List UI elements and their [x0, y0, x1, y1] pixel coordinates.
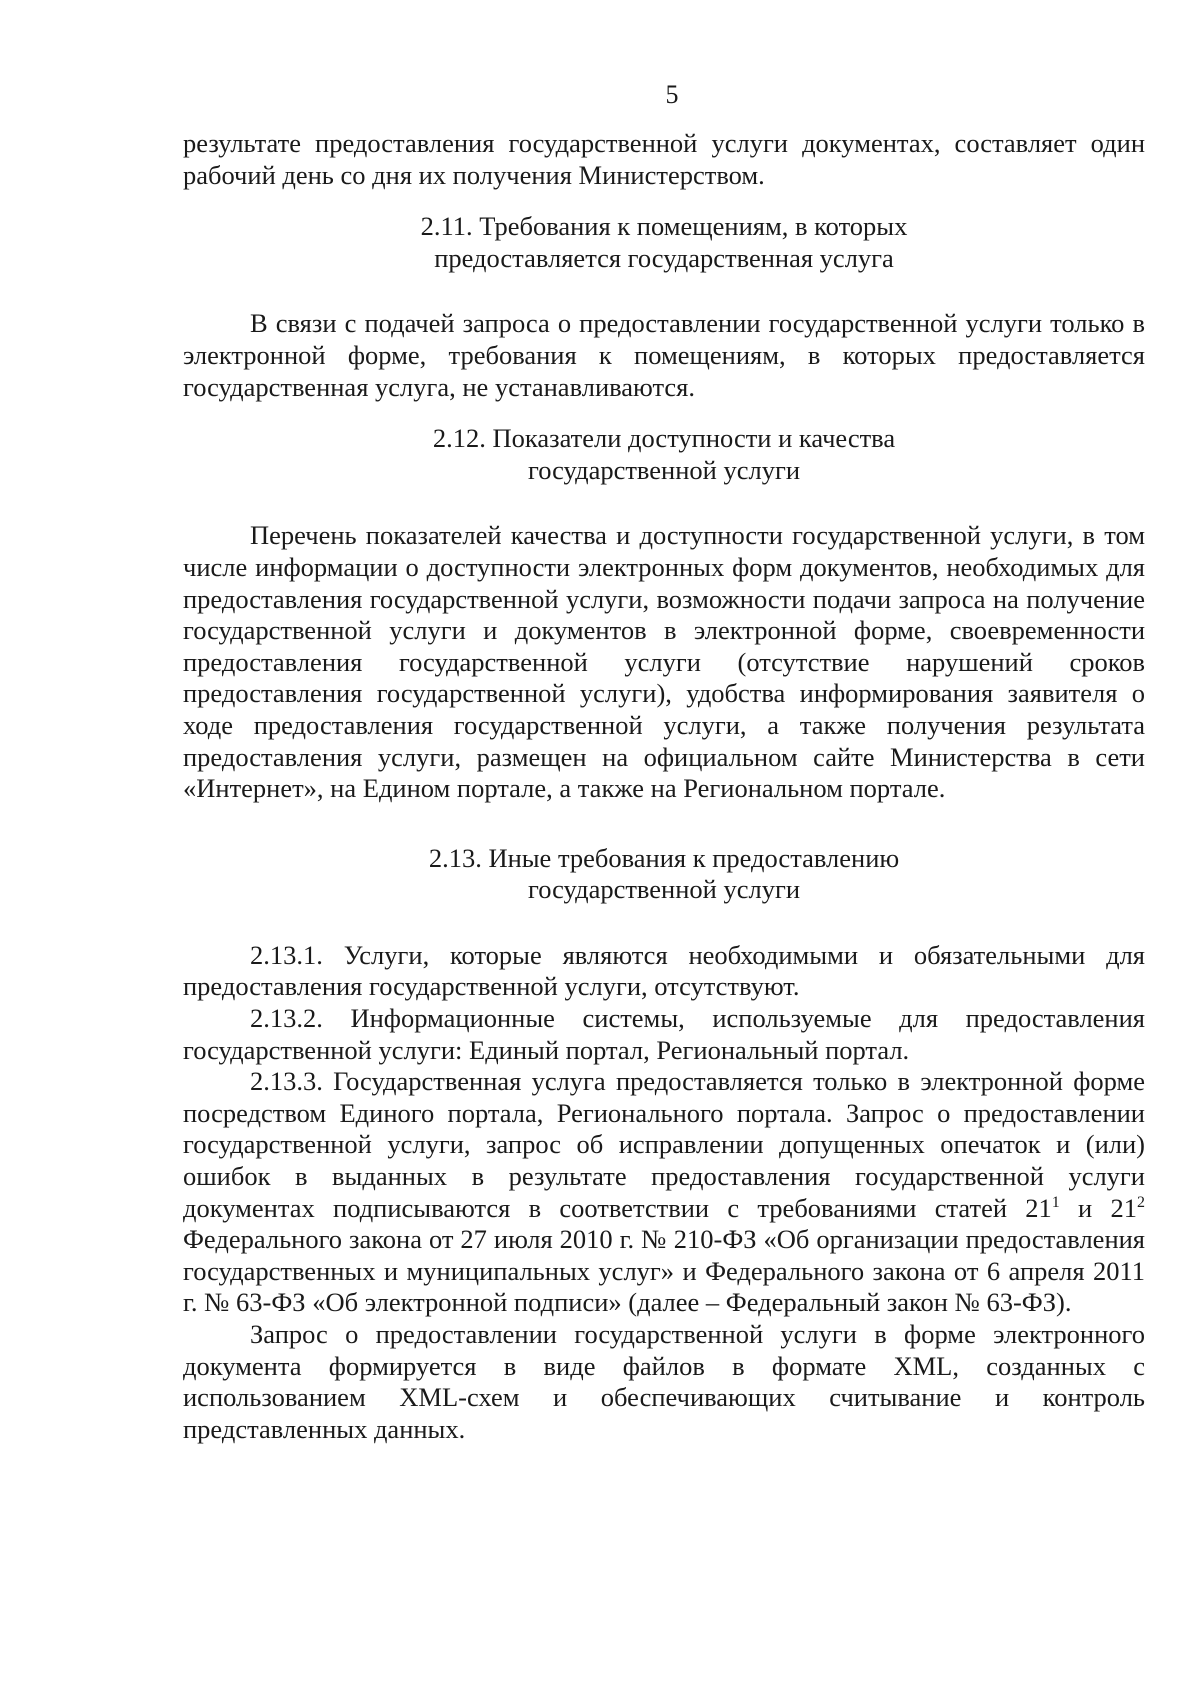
section-heading-2-13 — [183, 843, 1145, 906]
paragraph-text: 2.13.3. Государственная услуга предоставляется только в электронной форме посредством Единого портала, Регионального портала. Запрос о предоставлении государственной услуги, запрос об исправлении допущенных опечаток и (или) ошибок в выданных в результате предоставления государственной услуги документах подписываются в соответствии с требованиями статей 21 — [183, 1066, 1145, 1223]
section-heading-2-11 — [183, 211, 1145, 274]
section-heading-line: 2.13. Иные требования к предоставлению — [428, 842, 900, 873]
section-heading-line: предоставляется государственная услуга — [434, 242, 894, 273]
intro-paragraph: результате предоставления государственной услуги документах, составляет один рабочий день со дня их получения Министерством. — [183, 128, 1145, 190]
section-heading-line: 2.12. Показатели доступности и качества — [432, 423, 896, 454]
paragraph-2-13-1: 2.13.1. Услуги, которые являются необходимыми и обязательными для предоставления государственной услуги, отсутствуют. — [183, 939, 1145, 1002]
superscript: 1 — [1051, 1193, 1060, 1211]
paragraph-2-13-3 — [183, 1066, 1145, 1319]
paragraph-text: Федерального закона от 27 июля 2010 г. № 210-ФЗ «Об организации предоставления государственных и муниципальных услуг» и Федерального закона от 6 апреля 2011 г. № 63-ФЗ «Об электронной подписи» (далее – Федеральный закон № 63-ФЗ). — [183, 1224, 1145, 1318]
section-heading-line: государственной услуги — [527, 874, 801, 905]
paragraph-text: и 21 — [1059, 1192, 1137, 1223]
paragraph-xml-request: Запрос о предоставлении государственной услуги в форме электронного документа формируется в виде файлов в формате XML, созданных с использованием XML-схем и обеспечивающих считывание и контроль представленных данных. — [183, 1319, 1145, 1444]
paragraph-2-11: В связи с подачей запроса о предоставлении государственной услуги только в электронной форме, требования к помещениям, в которых предоставляется государственная услуга, не устанавливаются. — [183, 308, 1145, 402]
superscript: 2 — [1137, 1193, 1145, 1211]
page-number: 5 — [665, 80, 679, 109]
section-heading-line: государственной услуги — [527, 454, 801, 485]
document-body — [183, 128, 1145, 1445]
section-heading-2-12 — [183, 423, 1145, 486]
section-heading-line: 2.11. Требования к помещениям, в которых — [420, 211, 908, 242]
paragraph-2-13-2: 2.13.2. Информационные системы, используемые для предоставления государственной услуги: Единый портал, Региональный портал. — [183, 1003, 1145, 1065]
paragraph-2-12: Перечень показателей качества и доступности государственной услуги, в том числе информации о доступности электронных форм документов, необходимых для предоставления государственной услуги, возможности подачи запроса на получение государственной услуги и документов в электронной форме, своевременности предоставления государственной услуги (отсутствие нарушений сроков предоставления государственной услуги), удобства информирования заявителя о ходе предоставления государственной услуги, а также получения результата предоставления услуги, размещен на официальном сайте Министерства в сети «Интернет», на Едином портале, а также на Региональном портале. — [183, 520, 1145, 804]
